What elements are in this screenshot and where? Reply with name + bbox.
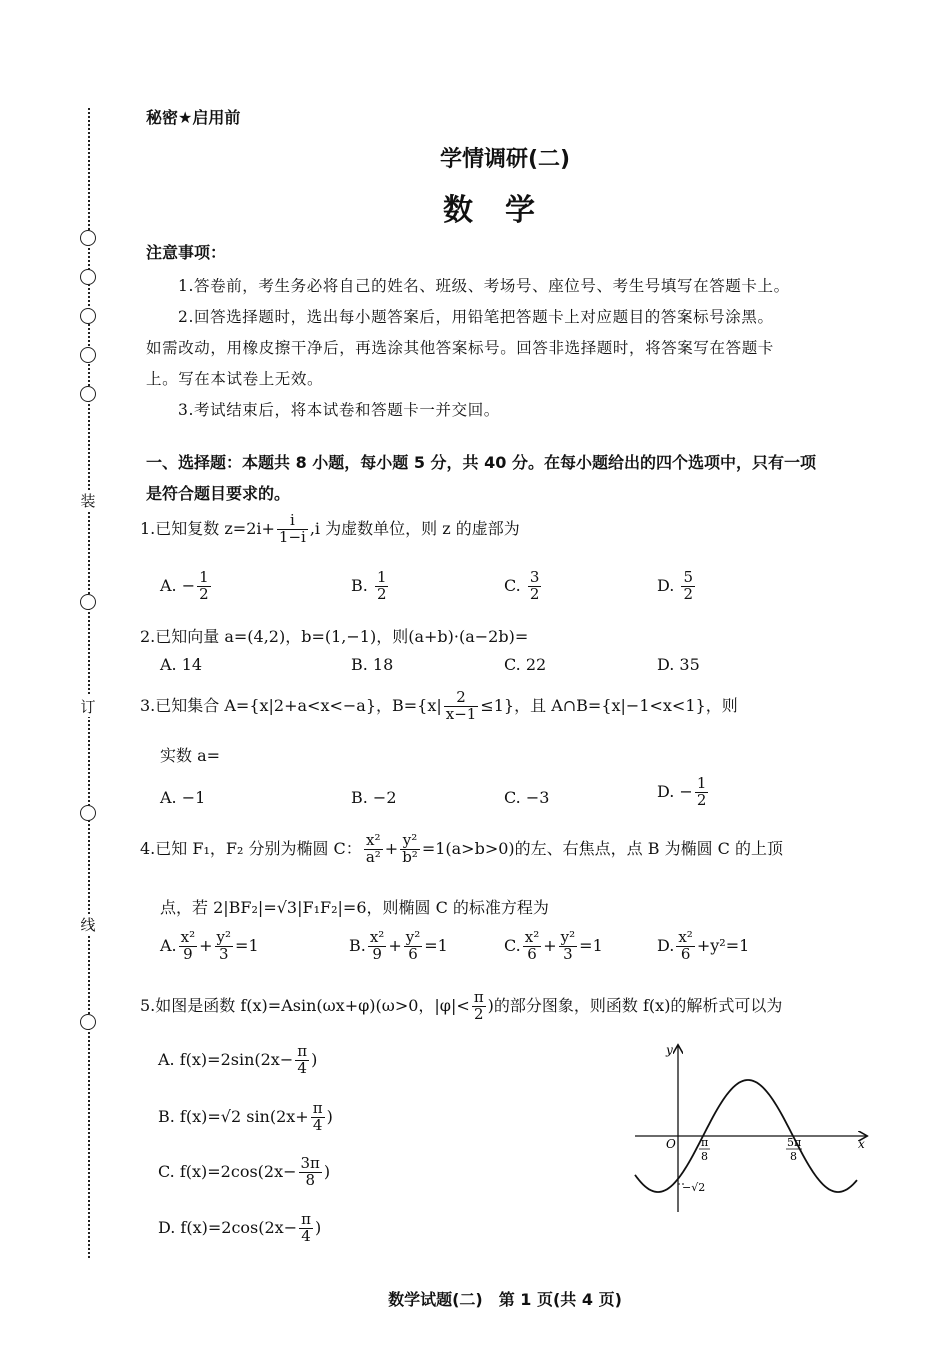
option-tail: =1 [579,935,603,955]
option-fraction [404,930,423,963]
q4-option-c: C. $\frac{\text{x²}}{6}$ + $\frac{\text{y²}}{3}$ =1 [504,928,603,963]
frac-num: x² [524,928,540,946]
tick-5pi-8-den: 8 [790,1150,797,1163]
frac-num: 5 [683,568,693,586]
option-text: D. f(x)=2cos(2x− [158,1217,298,1237]
q3-frac-den: x−1 [445,704,477,723]
frac-den: 4 [299,1228,313,1245]
option-fraction [299,1212,313,1245]
q5-option-b [158,1101,333,1134]
q4-option-d [657,930,749,963]
binding-hole [80,386,96,402]
option-fraction [299,1156,322,1189]
option-label: B. [349,935,366,955]
frac-den: 2 [696,790,707,809]
frac-den: 4 [311,1117,325,1134]
frac-num: y² [405,928,421,946]
frac-den: 4 [295,1060,309,1077]
frac-num: π [301,1210,311,1228]
note-2-line-1: 2.回答选择题时，选出每小题答案后，用铅笔把答题卡上对应题目的答案标号涂黑。 [178,308,774,326]
option-label: A. [160,935,177,955]
plus-sign: + [384,838,399,858]
q3-fraction [444,690,479,723]
frac-num: π [297,1042,308,1060]
option-label: B. [351,575,373,595]
option-fraction [528,570,542,603]
binding-hole [80,230,96,246]
q3-option-a: A. −1 [160,788,206,807]
q3-option-c: C. −3 [504,788,550,807]
frac-den: 3 [559,946,578,963]
option-fraction [311,1101,325,1134]
q4-stem-line-2: 点，若 2|BF₂|=√3|F₁F₂|=6，则椭圆 C 的标准方程为 [160,898,549,917]
option-fraction [197,570,211,603]
notes-heading: 注意事项： [146,243,227,262]
frac-den: b² [402,847,418,866]
option-label: A. − [160,575,196,595]
note-2-line-3: 上。写在本试卷上无效。 [146,370,324,388]
frac-num: x² [678,928,693,946]
frac-num: x² [369,928,385,946]
frac-den: 2 [376,584,387,603]
binding-hole [80,805,96,821]
option-label: C. [504,575,526,595]
frac-den: 2 [199,584,209,603]
binding-hole [80,594,96,610]
question-3 [140,690,738,723]
option-tail: =1 [424,935,448,955]
question-4 [140,833,783,866]
page-footer: 数学试题(二) 第 1 页(共 4 页) [388,1290,622,1309]
frac-num: 1 [376,568,387,586]
option-text: C. f(x)=2cos(2x− [158,1161,297,1181]
note-2-line-2: 如需改动，用橡皮擦干净后，再选涂其他答案标号。回答非选择题时，将答案写在答题卡 [146,339,774,357]
option-tail: ) [323,1161,331,1181]
q5-option-c [158,1156,330,1189]
option-tail: =1 [235,935,259,955]
q1-stem-post: ,i 为虚数单位，则 z 的虚部为 [309,518,520,538]
frac-num: 1 [696,774,707,792]
x-axis-label: x [858,1137,865,1151]
option-text: B. f(x)=√2 sin(2x+ [158,1106,309,1126]
frac-den: 9 [368,946,386,963]
option-fraction [676,930,694,963]
y-tick-label: −√2 [682,1181,706,1194]
frac-num: y² [216,928,232,946]
frac-den: 2 [683,584,693,603]
q2-option-b: B. 18 [351,655,394,674]
q3-stem-post: ≤1}，且 A∩B={x|−1<x<1}，则 [480,695,738,715]
q3-stem-line-2: 实数 a= [160,746,221,765]
option-fraction [681,570,695,603]
q5-option-a [158,1044,317,1077]
frac-den: 2 [472,1006,486,1023]
option-fraction [368,930,386,963]
binding-hole [80,269,96,285]
q4-option-a: A. $\frac{\text{x²}}{9}$ + $\frac{\text{y²}}{3}$ =1 [160,928,259,963]
frac-den: 9 [179,946,197,963]
origin-label: O [666,1137,676,1151]
option-text: A. f(x)=2sin(2x− [158,1049,294,1069]
frac-den: a² [365,847,381,866]
q3-stem-pre: 3.已知集合 A={x|2+a<x<−a}，B={x| [140,695,442,715]
tick-5pi-8-num: 5π [787,1136,802,1149]
q3-option-d [657,776,710,809]
option-tail: ) [326,1106,333,1126]
option-fraction [523,930,541,963]
option-fraction [559,930,578,963]
y-axis-label: y [666,1043,673,1057]
confidential-mark: 秘密★启用前 [146,108,241,127]
frac-den: 6 [523,946,541,963]
q1-option-c [504,570,543,603]
section-heading-line-1: 一、选择题：本题共 8 小题，每小题 5 分，共 40 分。在每小题给出的四个选项中，只有一项 [146,453,816,472]
q5-sine-graph [630,1040,875,1220]
note-1: 1.答卷前，考生务必将自己的姓名、班级、考场号、座位号、考生号填写在答题卡上。 [178,277,790,295]
option-label: D. [657,575,680,595]
q5-stem-post: )的部分图象，则函数 f(x)的解析式可以为 [487,995,783,1015]
q2-option-c: C. 22 [504,655,547,674]
q4-fraction-2 [400,833,420,866]
q3-option-b: B. −2 [351,788,397,807]
option-tail: ) [311,1049,318,1069]
q5-fraction [472,990,486,1023]
frac-num: 1 [199,568,209,586]
frac-num: 3π [300,1154,320,1172]
question-1 [140,513,520,546]
margin-label-zhuang: 装 [76,490,100,511]
frac-den: 2 [529,584,540,603]
question-5 [140,990,782,1023]
frac-num: π [312,1099,323,1117]
section-heading-line-2: 是符合题目要求的。 [146,484,291,503]
q4-stem-pre: 4.已知 F₁，F₂ 分别为椭圆 C： [140,838,362,858]
option-fraction [695,776,709,809]
q1-frac-num: i [289,511,295,529]
exam-title: 学情调研(二) [439,147,571,172]
option-fraction [179,930,197,963]
q1-option-d [657,570,697,603]
q1-stem-pre: 1.已知复数 z=2i+ [140,518,275,538]
q5-option-d [158,1212,321,1245]
margin-label-xian: 线 [76,914,100,935]
q4-stem-post: =1(a>b>0)的左、右焦点，点 B 为椭圆 C 的上顶 [421,838,784,858]
q4-option-b: B. $\frac{\text{x²}}{9}$ + $\frac{\text{y²}}{6}$ =1 [349,928,448,963]
subject-title: 数学 [443,193,567,228]
option-tail: +y²=1 [696,935,750,955]
q2-option-a: A. 14 [160,655,203,674]
q1-fraction [277,513,308,546]
binding-hole [80,347,96,363]
frac-num: x² [180,928,196,946]
frac-num: π [473,988,484,1006]
option-label: C. [504,935,521,955]
q1-frac-den: 1−i [278,527,306,546]
frac-den: 8 [299,1172,322,1189]
binding-hole [80,308,96,324]
option-label: D. − [657,781,693,801]
margin-label-ding: 订 [76,696,100,717]
q3-frac-num: 2 [456,688,466,706]
question-2: 2.已知向量 a=(4,2)，b=(1,−1)，则(a+b)·(a−2b)= [140,627,529,646]
option-tail: ) [314,1217,322,1237]
q5-stem-pre: 5.如图是函数 f(x)=Asin(ωx+φ)(ω>0，|φ|< [140,995,470,1015]
option-fraction [375,570,389,603]
frac-num: 3 [529,568,540,586]
frac-num: y² [560,928,576,946]
q4-fraction-1 [364,833,383,866]
q1-option-a [160,570,213,603]
option-fraction [215,930,234,963]
frac-den: 6 [676,946,694,963]
tick-pi-8-den: 8 [701,1150,708,1163]
option-fraction [295,1044,309,1077]
frac-num: y² [402,831,418,849]
q2-option-d: D. 35 [657,655,700,674]
tick-pi-8-num: π [701,1136,709,1149]
q1-option-b [351,570,390,603]
option-label: D. [657,935,675,955]
note-3: 3.考试结束后，将本试卷和答题卡一并交回。 [178,401,500,419]
frac-num: x² [366,831,381,849]
binding-hole [80,1014,96,1030]
frac-den: 6 [404,946,423,963]
frac-den: 3 [215,946,234,963]
